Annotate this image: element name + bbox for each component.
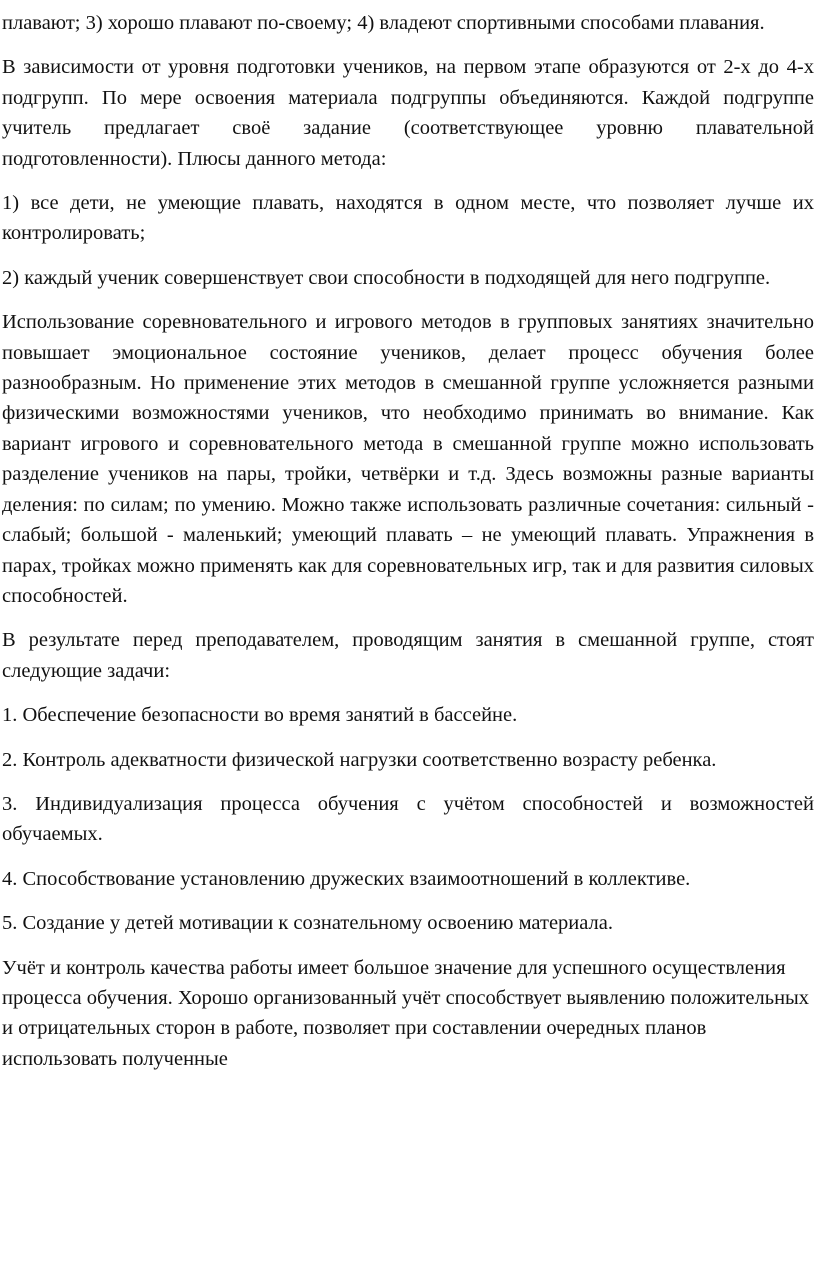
list-item-task-5: 5. Создание у детей мотивации к сознательному освоению материала. (2, 912, 614, 935)
paragraph-accounting: Учёт и контроль качества работы имеет большое значение для успешного осуществления процесса обучения. Хорошо организованный учёт способствует выявлению положительных и отрицательных сторон в работе, позволяет при составлении очередных планов использовать полученные (2, 956, 810, 1070)
paragraph-methods: Использование соревновательного и игрового методов в групповых занятиях значительно повышает эмоциональное состояние учеников, делает процесс обучения более разнообразным. Но применение этих методов в смешанной группе усложняется разными физическими возможностями учеников, что необходимо принимать во внимание. Как вариант игрового и соревновательного метода в смешанной группе можно использовать разделение учеников на пары, тройки, четвёрки и т.д. Здесь возможны разные варианты деления: по силам; по умению. Можно также использовать различные сочетания: сильный - слабый; большой - маленький; умеющий плавать – не умеющий плавать. Упражнения в парах, тройках можно применять как для соревновательных игр, так и для развития силовых способностей. (2, 311, 814, 607)
paragraph-tasks-intro: В результате перед преподавателем, проводящим занятия в смешанной группе, стоят следующие задачи: (2, 629, 814, 682)
list-item-task-4: 4. Способствование установлению дружеских взаимоотношений в коллективе. (2, 867, 691, 890)
paragraph-continuation: плавают; 3) хорошо плавают по-своему; 4) владеют спортивными способами плавания. (2, 12, 765, 34)
list-item-advantage-1: 1) все дети, не умеющие плавать, находятся в одном месте, что позволяет лучше их контролировать; (2, 192, 814, 245)
list-item-task-2: 2. Контроль адекватности физической нагрузки соответственно возрасту ребенка. (2, 748, 717, 771)
paragraph-subgroups: В зависимости от уровня подготовки учеников, на первом этапе образуются от 2-х до 4-х подгрупп. По мере освоения материала подгруппы объединяются. Каждой подгруппе учитель предлагает своё задание (соответствующее уровню плавательной подготовленности). Плюсы данного метода: (2, 56, 814, 170)
list-item-task-1: 1. Обеспечение безопасности во время занятий в бассейне. (2, 704, 518, 727)
list-item-advantage-2: 2) каждый ученик совершенствует свои способности в подходящей для него подгруппе. (2, 266, 771, 289)
list-item-task-3: 3. Индивидуализация процесса обучения с учётом способностей и возможностей обучаемых. (2, 792, 814, 846)
